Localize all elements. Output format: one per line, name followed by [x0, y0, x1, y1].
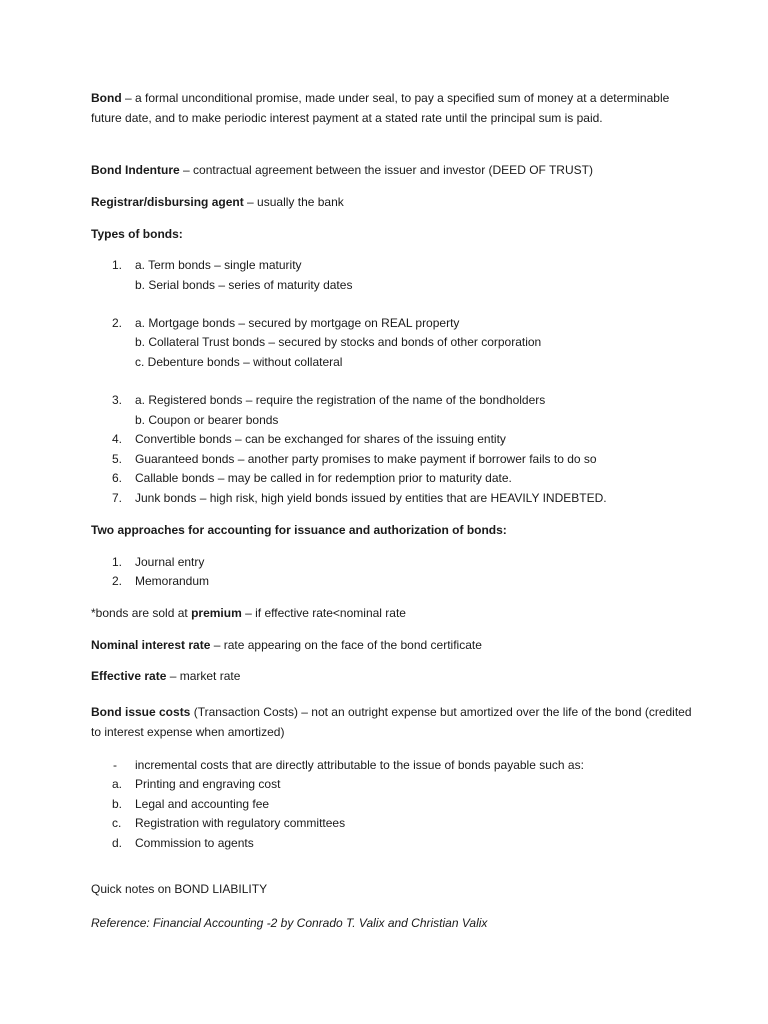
approaches-item-1: Journal entry — [135, 555, 205, 569]
approaches-heading — [91, 522, 507, 538]
types-item-2c: c. Debenture bonds – without collateral — [135, 355, 343, 369]
issue-costs-marker-d: d. — [112, 836, 123, 850]
effective-definition — [91, 668, 240, 684]
nominal-text: – rate appearing on the face of the bond certificate — [210, 638, 482, 652]
approaches-number-1: 1. — [112, 555, 123, 569]
premium-term: premium — [191, 606, 242, 620]
nominal-term: Nominal interest rate — [91, 638, 211, 652]
registrar-term: Registrar/disbursing agent — [91, 195, 244, 209]
indenture-term: Bond Indenture — [91, 163, 180, 177]
quick-notes-title: Quick notes on BOND LIABILITY — [91, 882, 268, 896]
issue-costs-marker-a: a. — [112, 777, 123, 791]
indenture-definition — [91, 162, 593, 178]
types-item-4: Convertible bonds – can be exchanged for shares of the issuing entity — [135, 432, 506, 446]
issue-costs-item-a: Printing and engraving cost — [135, 777, 281, 791]
types-item-3a: a. Registered bonds – require the registration of the name of the bondholders — [135, 393, 546, 407]
issue-costs-definition — [91, 702, 701, 742]
premium-prefix: *bonds are sold at — [91, 606, 192, 620]
issue-costs-intro-marker: - — [113, 758, 117, 772]
premium-text: – if effective rate<nominal rate — [241, 606, 406, 620]
types-number-3: 3. — [112, 393, 123, 407]
bond-definition — [91, 88, 691, 128]
issue-costs-item-c: Registration with regulatory committees — [135, 816, 346, 830]
types-item-2b: b. Collateral Trust bonds – secured by stocks and bonds of other corporation — [135, 335, 542, 349]
bond-term: Bond — [91, 91, 122, 105]
approaches-heading-text: Two approaches for accounting for issuance and authorization of bonds: — [91, 523, 507, 537]
approaches-number-2: 2. — [112, 574, 123, 588]
issue-costs-marker-b: b. — [112, 797, 123, 811]
nominal-definition — [91, 637, 482, 653]
registrar-definition — [91, 194, 344, 210]
bond-definition-text: – a formal unconditional promise, made under seal, to pay a specified sum of money at a determinable future date, and to make periodic interest payment at a stated rate until the principal sum is paid. — [91, 91, 670, 125]
approaches-item-2: Memorandum — [135, 574, 210, 588]
types-item-3b: b. Coupon or bearer bonds — [135, 413, 279, 427]
registrar-definition-text: – usually the bank — [243, 195, 344, 209]
issue-costs-text: – not an outright expense but amortized over the life of the bond (credited to interest expense when amortized) — [91, 705, 692, 739]
types-number-2: 2. — [112, 316, 123, 330]
premium-note — [91, 605, 406, 621]
types-number-6: 6. — [112, 471, 123, 485]
issue-costs-item-b: Legal and accounting fee — [135, 797, 270, 811]
issue-costs-marker-c: c. — [112, 816, 122, 830]
effective-term: Effective rate — [91, 669, 167, 683]
types-item-1a: a. Term bonds – single maturity — [135, 258, 302, 272]
indenture-definition-text: – contractual agreement between the issuer and investor (DEED OF TRUST) — [179, 163, 593, 177]
issue-costs-intro: incremental costs that are directly attributable to the issue of bonds payable such as: — [135, 758, 584, 772]
types-item-7: Junk bonds – high risk, high yield bonds issued by entities that are HEAVILY INDEBTED. — [135, 491, 607, 505]
types-number-4: 4. — [112, 432, 123, 446]
types-item-2a: a. Mortgage bonds – secured by mortgage on REAL property — [135, 316, 460, 330]
issue-costs-item-d: Commission to agents — [135, 836, 254, 850]
types-heading — [91, 226, 183, 242]
types-heading-text: Types of bonds: — [91, 227, 183, 241]
types-item-1b: b. Serial bonds – series of maturity dates — [135, 278, 353, 292]
issue-costs-term: Bond issue costs — [91, 705, 191, 719]
types-item-6: Callable bonds – may be called in for redemption prior to maturity date. — [135, 471, 512, 485]
types-number-1: 1. — [112, 258, 123, 272]
types-number-7: 7. — [112, 491, 123, 505]
reference-line: Reference: Financial Accounting -2 by Conrado T. Valix and Christian Valix — [91, 916, 488, 930]
effective-text: – market rate — [166, 669, 241, 683]
types-number-5: 5. — [112, 452, 123, 466]
issue-costs-paren: (Transaction Costs) — [190, 705, 298, 719]
types-item-5: Guaranteed bonds – another party promises to make payment if borrower fails to do so — [135, 452, 597, 466]
